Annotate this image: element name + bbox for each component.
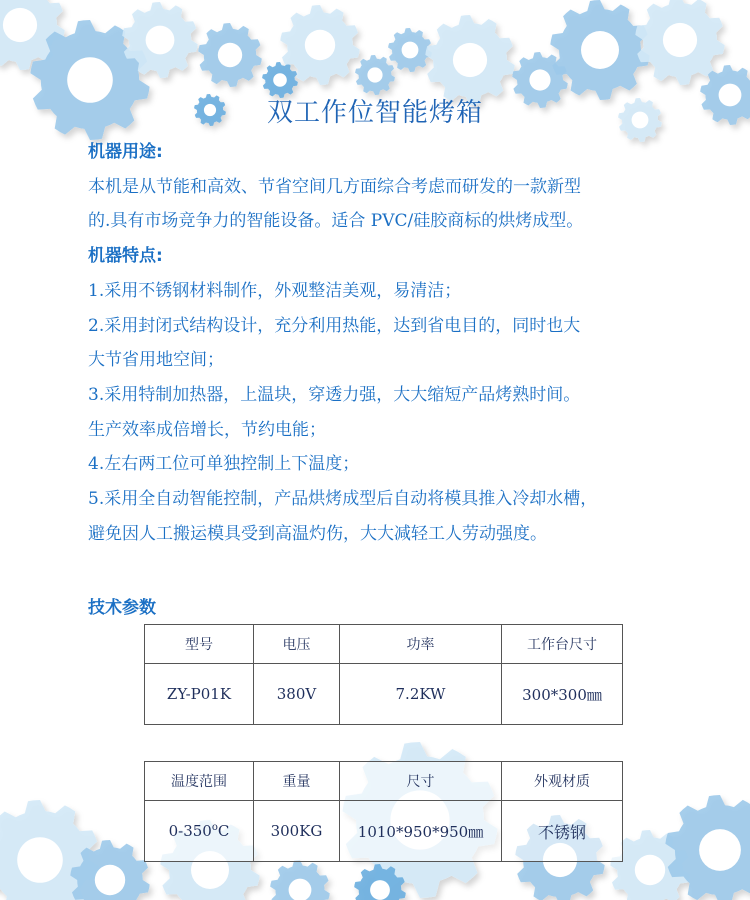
header-model: 型号	[145, 625, 254, 664]
table-row	[145, 664, 623, 725]
value-power: 7.2KW	[340, 664, 502, 725]
value-voltage: 380V	[254, 664, 340, 725]
usage-line: 本机是从节能和高效、节省空间几方面综合考虑而研发的一款新型	[88, 176, 581, 197]
feature-line: 4.左右两工位可单独控制上下温度；	[88, 454, 360, 475]
value-dimensions: 1010*950*950㎜	[340, 801, 502, 862]
usage-heading: 机器用途:	[88, 142, 163, 162]
table-header-row	[145, 625, 623, 664]
table-row	[145, 801, 623, 862]
feature-line: 避免因人工搬运模具受到高温灼伤，大大减轻工人劳动强度。	[88, 523, 547, 544]
feature-line: 大节省用地空间；	[88, 350, 224, 371]
header-temperature-range: 温度范围	[145, 762, 254, 801]
value-worktable-size: 300*300㎜	[502, 664, 623, 725]
description-block	[88, 135, 708, 551]
value-temperature-range	[145, 801, 254, 862]
value-material: 不锈钢	[502, 801, 623, 862]
value-weight: 300KG	[254, 801, 340, 862]
header-weight: 重量	[254, 762, 340, 801]
header-material: 外观材质	[502, 762, 623, 801]
feature-line: 生产效率成倍增长，节约电能；	[88, 419, 326, 440]
usage-line: 的.具有市场竞争力的智能设备。适合 PVC/硅胶商标的烘烤成型。	[88, 211, 584, 232]
degree-sign: o	[211, 822, 218, 833]
spec-table-2	[144, 761, 623, 862]
header-dimensions: 尺寸	[340, 762, 502, 801]
header-power: 功率	[340, 625, 502, 664]
feature-line: 3.采用特制加热器，上温块，穿透力强，大大缩短产品烤熟时间。	[88, 384, 581, 405]
temp-prefix: 0-350	[168, 822, 212, 840]
page-title: 双工作位智能烤箱	[266, 98, 483, 128]
features-heading: 机器特点:	[88, 246, 163, 267]
table-header-row	[145, 762, 623, 801]
specs-heading: 技术参数	[88, 598, 156, 618]
temp-suffix: C	[217, 822, 230, 840]
feature-line: 1.采用不锈钢材料制作，外观整洁美观，易清洁；	[88, 280, 462, 301]
header-voltage: 电压	[254, 625, 340, 664]
header-worktable-size: 工作台尺寸	[502, 625, 623, 664]
spec-table-1	[144, 624, 623, 725]
feature-line: 5.采用全自动智能控制，产品烘烤成型后自动将模具推入冷却水槽，	[88, 489, 598, 510]
value-model: ZY-P01K	[145, 664, 254, 725]
feature-line: 2.采用封闭式结构设计，充分利用热能，达到省电目的，同时也大	[88, 315, 581, 336]
